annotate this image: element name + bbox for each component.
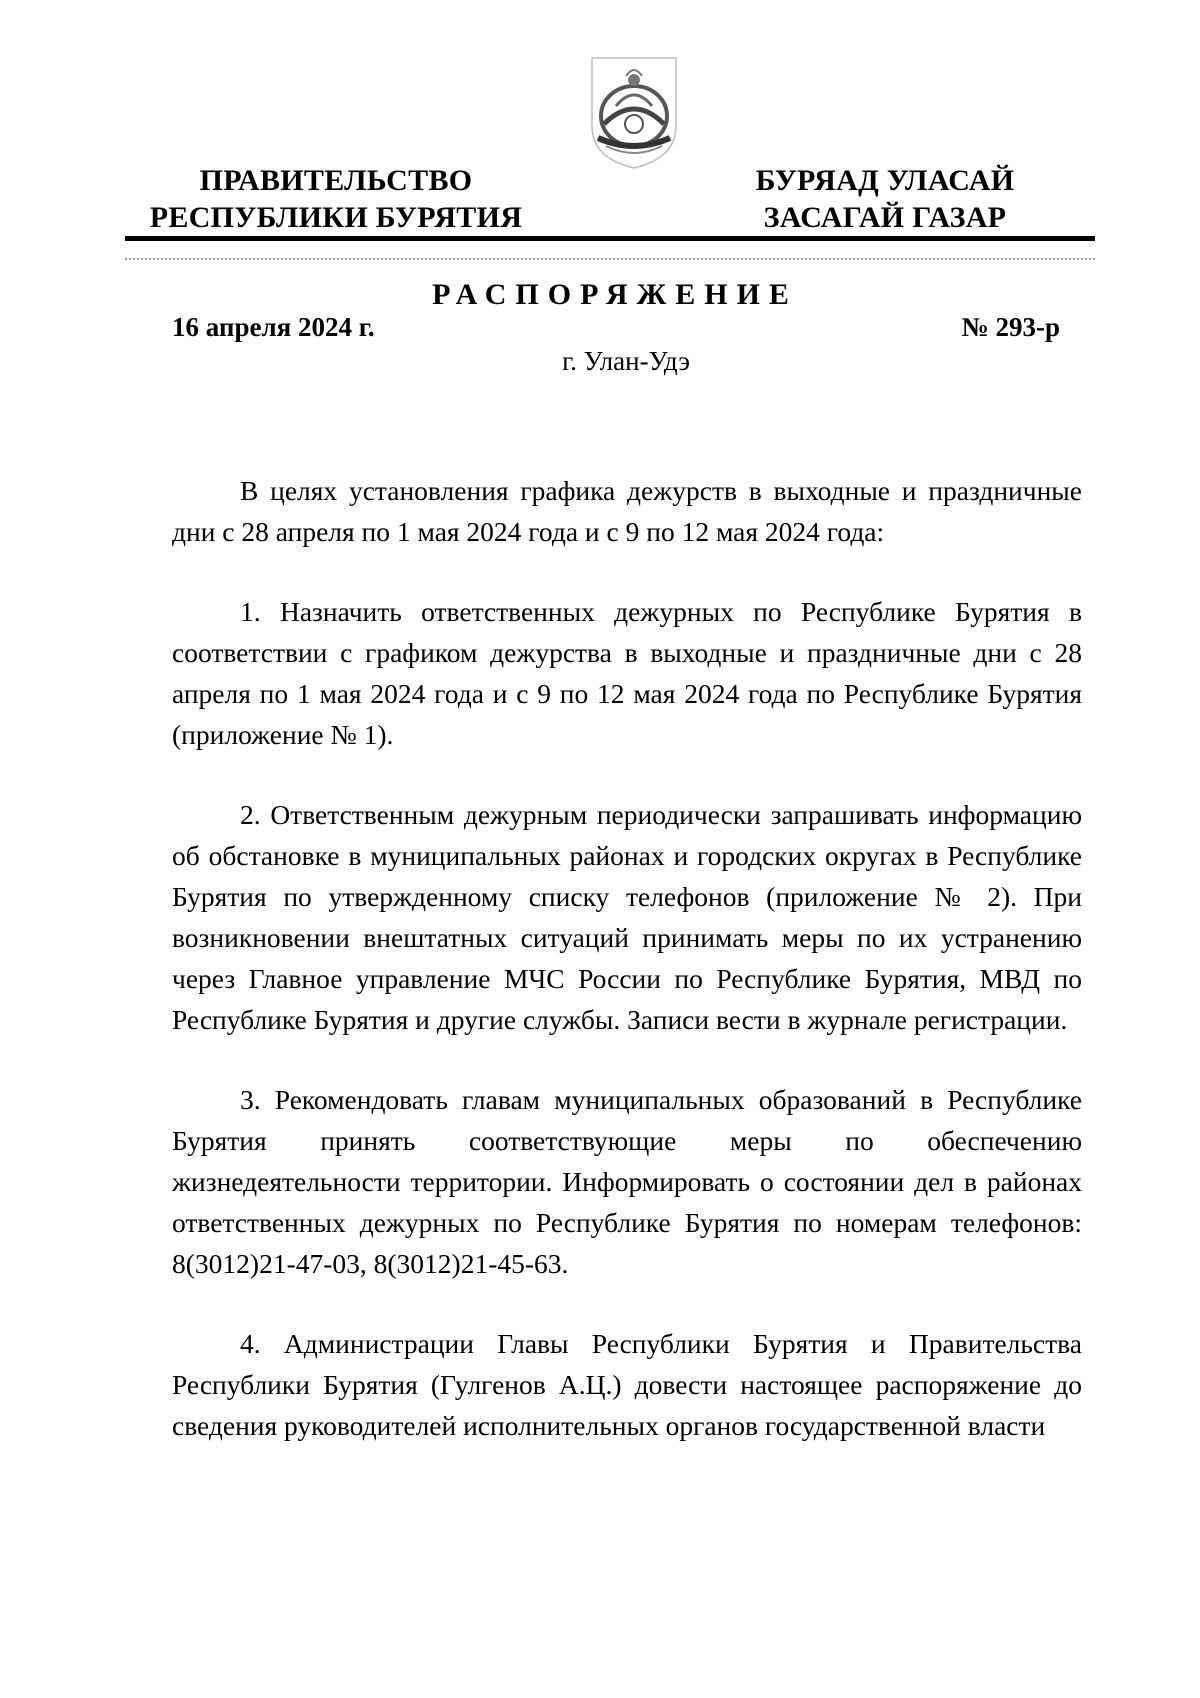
header-divider-thick	[125, 236, 1095, 241]
body-paragraph-1: 1. Назначить ответственных дежурных по Республике Бурятия в соответствии с графиком дежурства в выходные и праздничные дни с 28 апреля по 1 мая 2024 года и с 9 по 12 мая 2024 года по Республике Бурятия (приложение № 1).	[172, 596, 1082, 750]
government-name-line2: РЕСПУБЛИКИ БУРЯТИЯ	[149, 201, 523, 234]
header-divider-thin	[125, 258, 1095, 260]
body-paragraph-3: 3. Рекомендовать главам муниципальных образований в Республике Бурятия принять соответствующие меры по обеспечению жизнедеятельности территории. Информировать о состоянии дел в районах ответственных дежурных по Республике Бурятия по номерам телефонов: 8(3012)21-47-03, 8(3012)21-45-63.	[172, 1084, 1082, 1279]
body-paragraph-preamble: В целях установления графика дежурств в выходные и праздничные дни с 28 апреля по 1 мая 2024 года и с 9 по 12 мая 2024 года:	[172, 475, 1082, 547]
document-city: г. Улан-Удэ	[562, 346, 690, 376]
coat-of-arms-of-buryatia-icon	[586, 54, 682, 172]
document-type-title: РАСПОРЯЖЕНИЕ	[432, 278, 798, 311]
document-number: № 293-р	[961, 312, 1060, 342]
government-name-buryat-line1: БУРЯАД УЛАСАЙ	[755, 164, 1015, 197]
government-name-buryat-line2: ЗАСАГАЙ ГАЗАР	[763, 201, 1007, 234]
document-body	[172, 470, 1082, 1485]
body-paragraph-2: 2. Ответственным дежурным периодически запрашивать информацию об обстановке в муниципальных районах и городских округах в Республике Бурятия по утвержденному списку телефонов (приложение № 2). При возникновении внештатных ситуаций принимать меры по их устранению через Главное управление МЧС России по Республике Бурятия, МВД по Республике Бурятия и другие службы. Записи вести в журнале регистрации.	[172, 799, 1082, 1035]
government-name-buryat	[715, 162, 1055, 236]
document-date: 16 апреля 2024 г.	[172, 312, 375, 342]
body-paragraph-4: 4. Администрации Главы Республики Бурятия и Правительства Республики Бурятия (Гулгенов А.Ц.) довести настоящее распоряжение до сведения руководителей исполнительных органов государственной власти	[172, 1328, 1082, 1441]
government-name-russian	[126, 162, 546, 236]
government-name-line1: ПРАВИТЕЛЬСТВО	[199, 164, 473, 197]
